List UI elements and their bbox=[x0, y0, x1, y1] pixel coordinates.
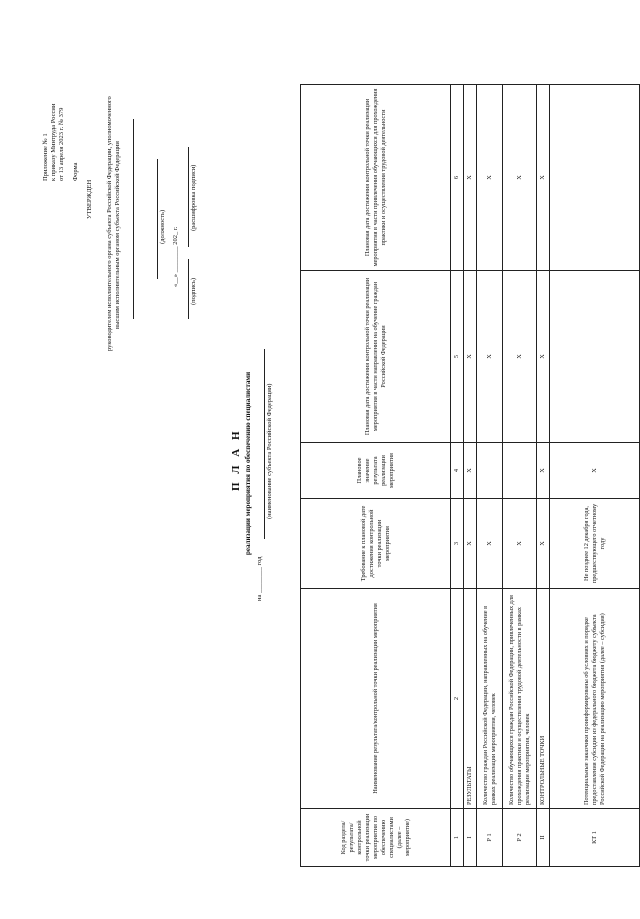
header-planned-value: Плановое значение результата реализации мероприятия bbox=[301, 443, 451, 499]
header-date-requirement: Требование к плановой дате достижения контрольной точки реализации мероприятия bbox=[301, 499, 451, 589]
cell-date-training: X bbox=[503, 271, 537, 443]
col-number: 6 bbox=[451, 85, 464, 271]
signature-caption: (подпись) bbox=[190, 278, 197, 305]
position-underline bbox=[157, 159, 158, 279]
appendix-date: от 13 апреля 2023 г. № 379 bbox=[58, 107, 65, 181]
plan-year-line: на ________ год bbox=[256, 556, 263, 601]
official-underline bbox=[133, 119, 134, 319]
header-date-training: Плановая дата достижения контрольной точки реализации мероприятия в части направления на обучение граждан Российской Федерации bbox=[301, 271, 451, 443]
cell-planned-value bbox=[503, 443, 537, 499]
header-date-practice: Плановая дата достижения контрольной точки реализации мероприятия в части привлечения обучающихся для прохождения практики и осуществления трудовой деятельности bbox=[301, 85, 451, 271]
cell-name: КОНТРОЛЬНЫЕ ТОЧКИ bbox=[537, 589, 550, 809]
cell-date-practice: X bbox=[464, 85, 477, 271]
cell-name: РЕЗУЛЬТАТЫ bbox=[464, 589, 477, 809]
form-label: Форма bbox=[72, 162, 79, 181]
table-row bbox=[464, 85, 477, 867]
cell-date-training: X bbox=[464, 271, 477, 443]
cell-date-practice: X bbox=[477, 85, 503, 271]
cell-name: Потенциальные заказчики проинформированы об условиях и порядке предоставления субсидии из федерального бюджета бюджету субъекта Российской Федерации на реализацию мероприятия (далее – субсидия) bbox=[550, 589, 640, 809]
official-line-1: руководителем исполнительного органа субъекта Российской Федерации, уполномоченного bbox=[106, 96, 113, 351]
official-line-2: высшим исполнительным органом субъекта Российской Федерации bbox=[114, 141, 121, 329]
table-number-row bbox=[451, 85, 464, 867]
cell-date-requirement: X bbox=[503, 499, 537, 589]
cell-code: I bbox=[464, 809, 477, 867]
approved-label: УТВЕРЖДЕН bbox=[86, 179, 93, 219]
header-name: Наименование результата/контрольной точки реализации мероприятия bbox=[301, 589, 451, 809]
cell-code: Р 1 bbox=[477, 809, 503, 867]
table-row bbox=[537, 85, 550, 867]
cell-name: Количество граждан Российской Федерации, направленных на обучение в рамках реализации мероприятия, человек bbox=[477, 589, 503, 809]
cell-planned-value: X bbox=[550, 443, 640, 499]
cell-code: II bbox=[537, 809, 550, 867]
region-underline bbox=[264, 349, 265, 539]
cell-date-requirement: X bbox=[477, 499, 503, 589]
cell-planned-value: X bbox=[537, 443, 550, 499]
plan-title: П Л А Н bbox=[230, 428, 242, 491]
cell-date-training bbox=[550, 271, 640, 443]
table-row bbox=[503, 85, 537, 867]
date-line: «__» ________ 202_ г. bbox=[172, 226, 179, 287]
col-number: 2 bbox=[451, 589, 464, 809]
signature-decode-caption: (расшифровка подписи) bbox=[190, 164, 197, 231]
col-number: 3 bbox=[451, 499, 464, 589]
appendix-order: к приказу Минтруда России bbox=[50, 103, 57, 181]
region-caption: (наименование субъекта Российской Федерации) bbox=[266, 383, 273, 519]
col-number: 1 bbox=[451, 809, 464, 867]
plan-table bbox=[300, 84, 640, 867]
cell-date-requirement: X bbox=[537, 499, 550, 589]
cell-name: Количество обучающихся граждан Российской Федерации, привлеченных для прохождения практики и осуществления трудовой деятельности в рамках реализации мероприятия, человек bbox=[503, 589, 537, 809]
cell-date-practice bbox=[550, 85, 640, 271]
plan-subtitle: реализации мероприятия по обеспечению специалистами bbox=[244, 371, 252, 555]
cell-date-requirement: X bbox=[464, 499, 477, 589]
position-caption: (должность) bbox=[159, 209, 166, 244]
cell-date-training: X bbox=[537, 271, 550, 443]
col-number: 5 bbox=[451, 271, 464, 443]
table-row bbox=[550, 85, 640, 867]
cell-code: Р 2 bbox=[503, 809, 537, 867]
table-row bbox=[477, 85, 503, 867]
cell-date-practice: X bbox=[503, 85, 537, 271]
header-code: Код раздела/ результата/ контрольной точки реализации мероприятия по обеспечению специалистами (далее – мероприятие) bbox=[301, 809, 451, 867]
cell-date-practice: X bbox=[537, 85, 550, 271]
cell-date-requirement: Не позднее 12 декабря года, предшествующего отчетному году bbox=[550, 499, 640, 589]
cell-planned-value bbox=[477, 443, 503, 499]
cell-planned-value: X bbox=[464, 443, 477, 499]
signature-decode-underline bbox=[188, 147, 189, 247]
cell-code: КТ 1 bbox=[550, 809, 640, 867]
col-number: 4 bbox=[451, 443, 464, 499]
appendix-number: Приложение № 1 bbox=[42, 133, 49, 181]
cell-date-training: X bbox=[477, 271, 503, 443]
signature-underline bbox=[188, 259, 189, 319]
table-header-row bbox=[301, 85, 451, 867]
